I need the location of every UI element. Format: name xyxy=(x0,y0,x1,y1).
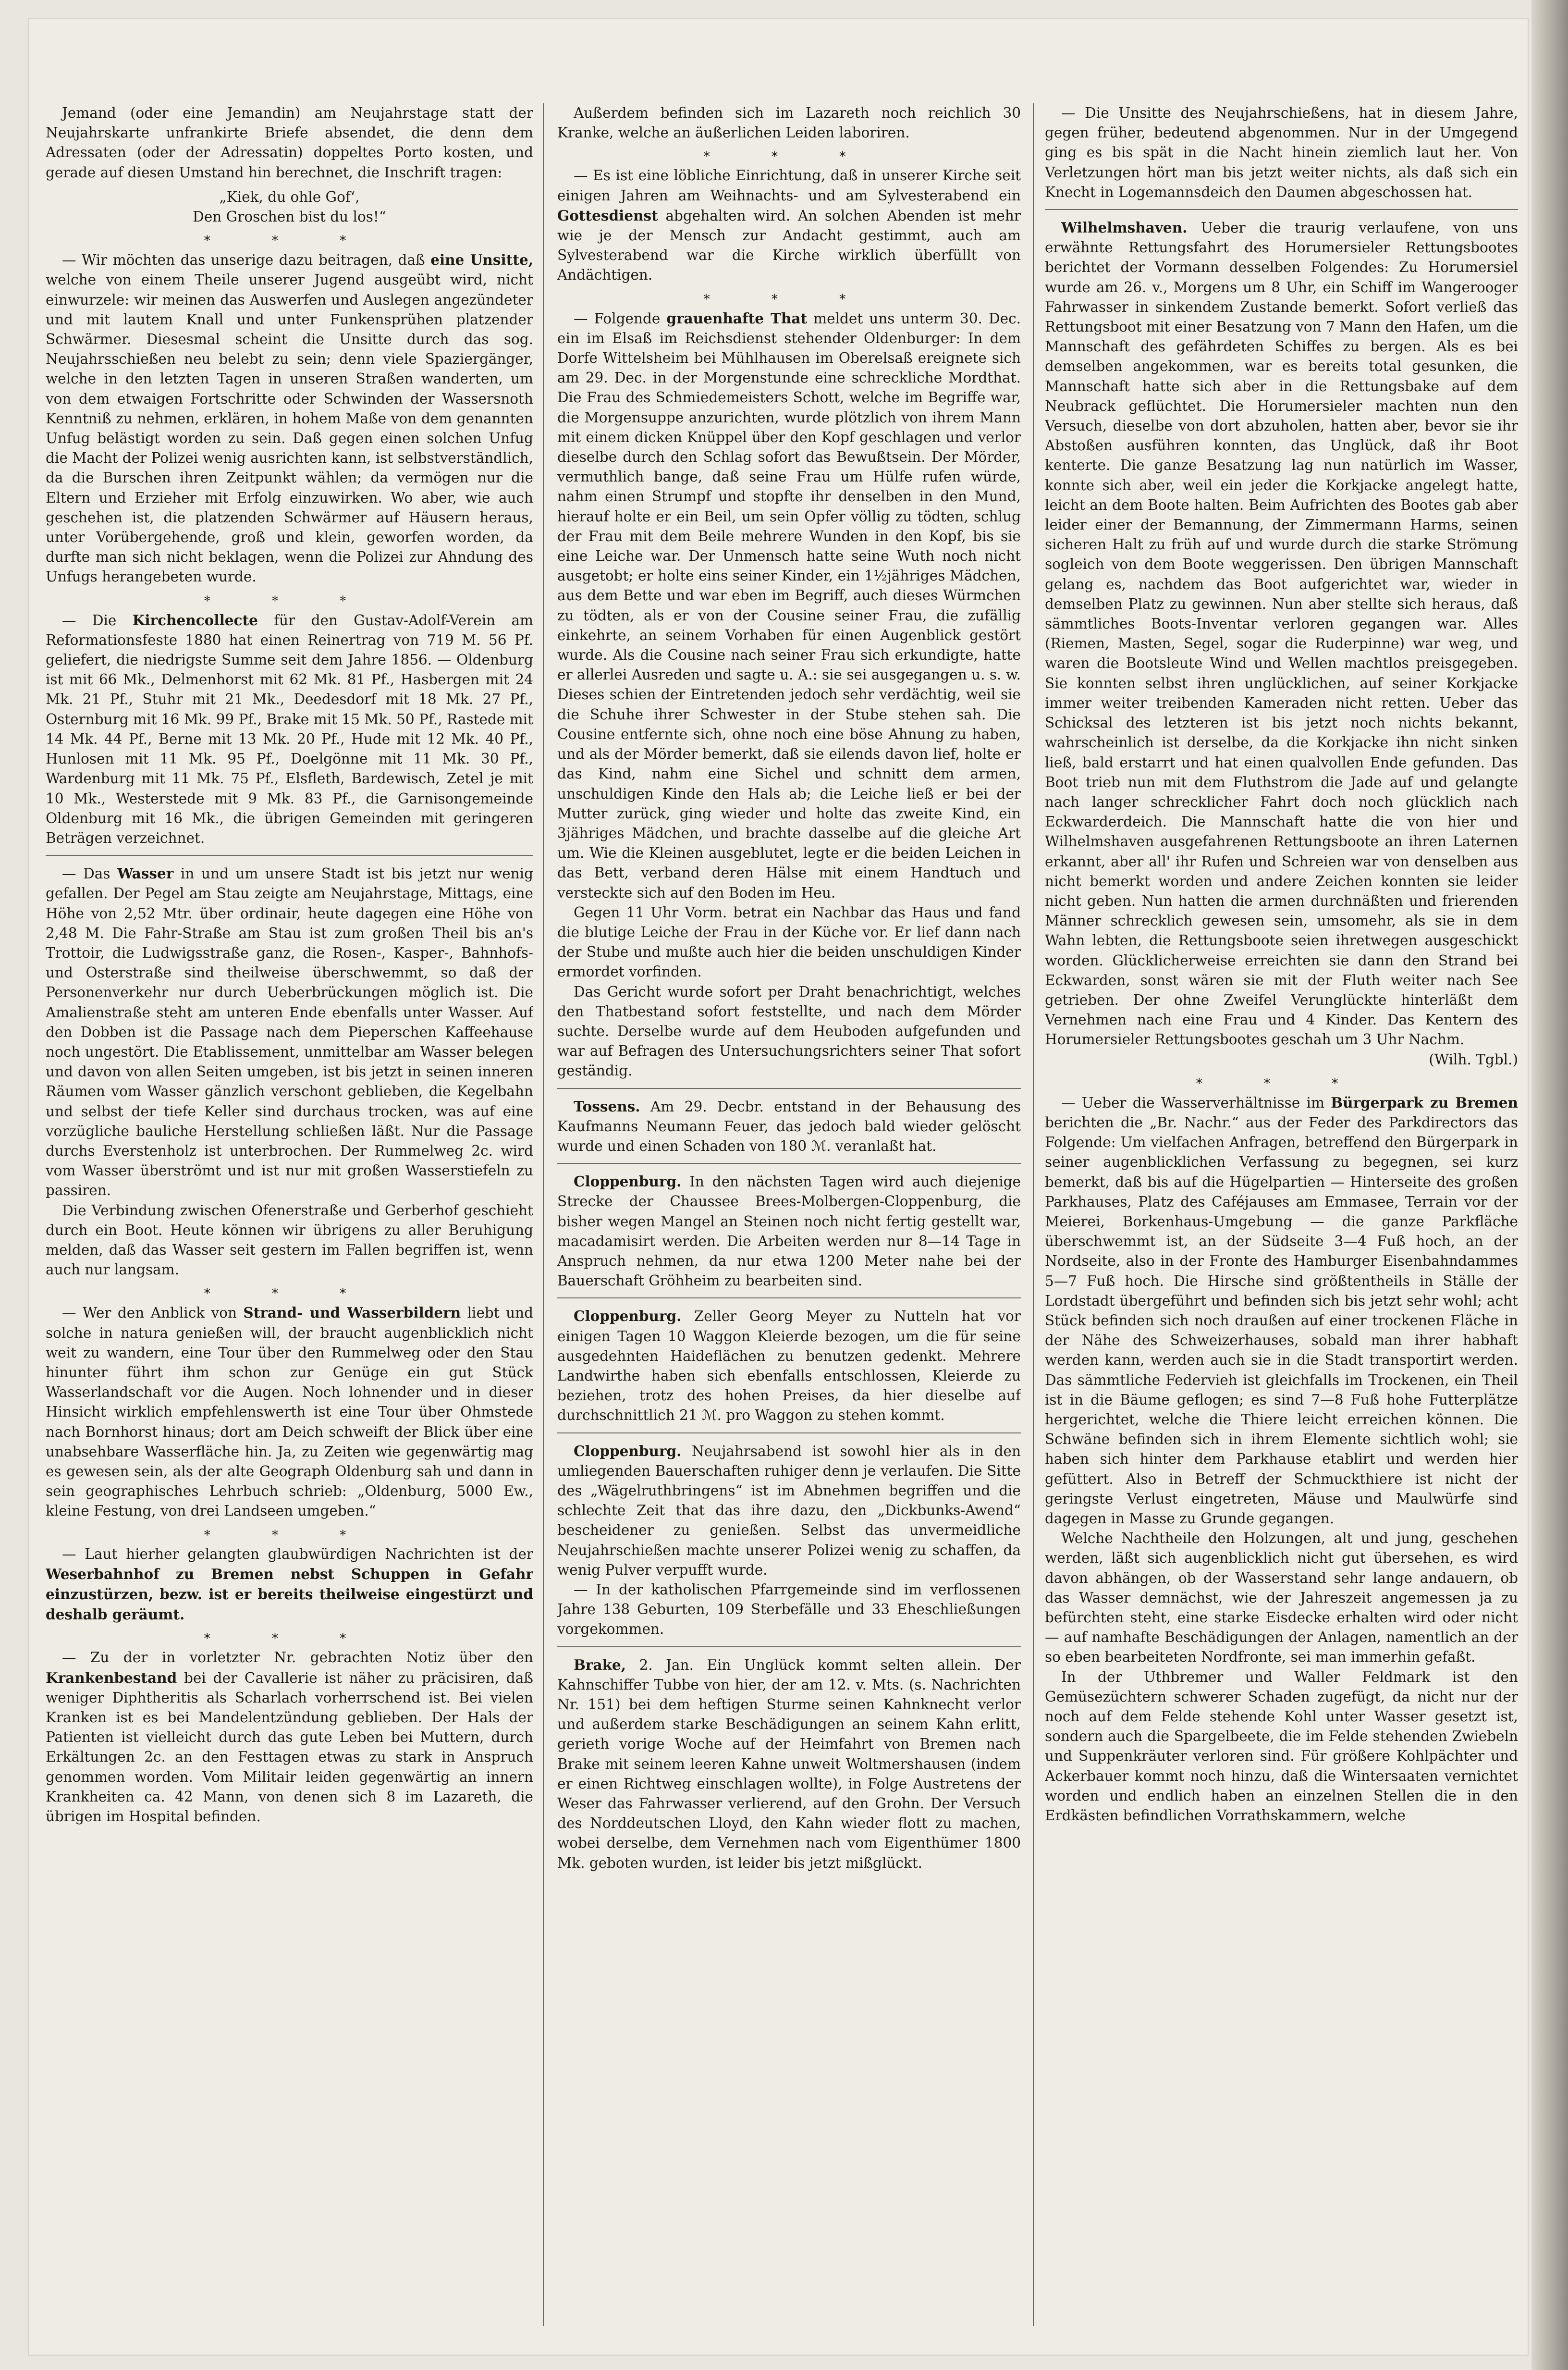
column-rule xyxy=(543,103,544,2326)
article-paragraph: Brake, 2. Jan. Ein Unglück kommt selten allein. Der Kahnschiffer Tubbe von hier, der am 12. v. Mts. (s. Nachrichten Nr. 151) bei dem heftigen Sturme seinen Kahnknecht verlor und außerdem starke Beschädigungen an seinem Kahn erlitt, gerieth vorige Woche auf der Heimfahrt von Bremen nach Brake mit seinem leeren Kahne unweit Woltmershausen (indem er einen Richtweg einschlagen wollte), in Folge Austretens der Weser das Fahrwasser verlierend, auf den Grohn. Der Versuch des Norddeutschen Lloyd, den Kahn wieder flott zu machen, wobei derselbe, dem Vernehmen nach vom Eigenthümer 1800 Mk. geboten wurden, ist leider bis jetzt mißglückt. xyxy=(557,1656,1021,1871)
newspaper-page xyxy=(29,19,1528,2355)
separator-stars: * * * xyxy=(204,1528,375,1543)
dateline: Tossens. xyxy=(574,1098,640,1115)
article-paragraph: — Die Unsitte des Neujahrschießens, hat in diesem Jahre, gegen früher, bedeutend abgenommen. Nur in der Umgegend ging es bis spät in die Nacht hinein ziemlich laut her. Von Verletzungen hört man bis jetzt weiter nichts, als daß sich ein Knecht in Logemannsdeich den Daumen abgeschossen hat. xyxy=(1045,105,1518,200)
article-paragraph: Gegen 11 Uhr Vorm. betrat ein Nachbar das Haus und fand die blutige Leiche der Frau in der Küche vor. Er lief dann nach der Stube und mußte auch hier die beiden unschuldigen Kinder ermordet vorfinden. xyxy=(557,904,1021,980)
article-keyword: Krankenbestand xyxy=(46,1669,177,1686)
article-paragraph: Die Verbindung zwischen Ofenerstraße und Gerberhof geschieht durch ein Boot. Heute können wir übrigens zu aller Beruhigung melden, daß das Wasser seit gestern im Fallen begriffen ist, wenn auch nur langsam. xyxy=(46,1202,533,1278)
article-keyword: Strand- und Wasserbildern xyxy=(243,1304,461,1321)
article-divider xyxy=(557,1088,1021,1089)
article-divider xyxy=(557,1297,1021,1298)
separator-stars: * * * xyxy=(204,1631,375,1646)
source-attribution: (Wilh. Tgbl.) xyxy=(1429,1051,1518,1068)
article-paragraph: — Laut hierher gelangten glaubwürdigen Nachrichten ist der Weserbahnhof zu Bremen nebst Schuppen in Gefahr einzustürzen, bezw. ist er bereits theilweise eingestürzt und deshalb geräumt. xyxy=(46,1545,533,1623)
article-divider xyxy=(557,1646,1021,1647)
article-paragraph: Cloppenburg. Neujahrsabend ist sowohl hier als in den umliegenden Bauerschaften ruhiger denn je verlaufen. Die Sitte des „Wägelruthbringens“ ist im Abnehmen begriffen und die schlechte Zeit that das ihre dazu, den „Dickbunks-Awend“ bescheidener zu genießen. Selbst das unvermeidliche Neujahrschießen machte unserer Polizei wenig zu schaffen, da wenig Pulver verpufft wurde. xyxy=(557,1442,1021,1578)
dateline: Cloppenburg. xyxy=(574,1442,682,1459)
article-divider xyxy=(46,855,533,856)
column-1 xyxy=(46,103,533,2326)
verse-line: „Kiek, du ohle Gof‘, xyxy=(219,188,360,205)
dateline: Brake, xyxy=(574,1656,626,1673)
article-paragraph: Tossens. Am 29. Decbr. entstand in der Behausung des Kaufmanns Neumann Feuer, das jedoch bald wieder gelöscht wurde und einen Schaden von 180 ℳ. veranlaßt hat. xyxy=(557,1098,1021,1154)
article-paragraph: Jemand (oder eine Jemandin) am Neujahrstage statt der Neujahrskarte unfrankirte Briefe absendet, die denn dem Adressaten (oder der Adressatin) doppeltes Porto kosten, und gerade auf diesen Umstand hin berechnet, die Inschrift tragen: xyxy=(46,105,533,181)
article-paragraph: Wilhelmshaven. Ueber die traurig verlaufene, von uns erwähnte Rettungsfahrt des Horumersieler Rettungsbootes berichtet der Vormann desselben Folgendes: Zu Horumersiel wurde am 26. v., Morgens um 8 Uhr, ein Schiff im Wangerooger Fahrwasser in sinkendem Zustande bemerkt. Sofort verließ das Rettungsboot mit einer Besatzung von 7 Mann den Hafen, um die Mannschaft des gefährdeten Schiffes zu bergen. Als es bei demselben angekommen, war es bereits total gesunken, die Mannschaft hatte sich aber in die Rettungsbake auf dem Neubrack geflüchtet. Die Horumersieler machten nun den Versuch, dieselbe von dort abzuholen, hatten aber, bevor sie ihr Abstoßen ausführen konnten, das Unglück, daß ihr Boot kenterte. Die ganze Besatzung lag nun natürlich im Wasser, konnte sich aber, weil ein jeder die Korkjacke angelegt hatte, leicht an dem Boote halten. Beim Aufrichten des Bootes gab aber leider einer der Bemannung, der Zimmermann Harms, seinen sicheren Halt zu früh auf und wurde durch die starke Strömung sogleich von dem Boote weggerissen. Den übrigen Mannschaft gelang es, nachdem das Boot aufgerichtet war, wieder in demselben Platz zu gewinnen. Nun aber stellte sich heraus, daß sämmtliches Boots-Inventar verloren gegangen war. Alles (Riemen, Masten, Segel, sogar die Ruderpinne) war weg, und waren die Bootsleute Wind und Wellen machtlos preisgegeben. Sie konnten selbst ihren unglücklichen, auf seiner Korkjacke immer weiter treibenden Kameraden nicht retten. Ueber das Schicksal des letzteren ist bis jetzt noch nichts bekannt, wahrscheinlich ist derselbe, da die Korkjacke ihn nicht sinken ließ, bald erstarrt und hat einen qualvollen Ende gefunden. Das Boot trieb nun mit dem Fluthstrom die Jade auf und gelangte nach langer schrecklicher Fahrt doch noch glücklich nach Eckwarderdeich. Die Mannschaft hatte die von hier und Wilhelmshaven ausgefahrenen Rettungsboote an ihren Laternen erkannt, aber all' ihr Rufen und Schreien war von denselben aus nicht bemerkt worden und andere Zeichen konnten sie leider nicht geben. Nun hatten die armen durchnäßten und frierenden Männer schrecklich gewesen sein, umsomehr, als sie in dem Wahn lebten, die Rettungsboote seien ihretwegen ausgeschickt worden. Glücklicherweise erreichten sie dann den Strand bei Eckwarden, sonst wären sie mit der Fluth weiter nach See getrieben. Der ohne Zweifel Verunglückte hinterläßt dem Vernehmen nach eine Frau und 4 Kinder. Das Kentern des Horumersieler Rettungsbootes geschah um 3 Uhr Nachm. xyxy=(1045,219,1518,1048)
article-paragraph: Cloppenburg. Zeller Georg Meyer zu Nutteln hat vor einigen Tagen 10 Waggon Kleierde bezogen, um die für seine ausgedehnten Haideflächen zu benutzen gedenkt. Mehrere Landwirthe haben sich ebenfalls entschlossen, Kleierde zu beziehen, trotz des hohen Preises, da hier dieselbe auf durchschnittlich 21 ℳ. pro Waggon zu stehen kommt. xyxy=(557,1308,1021,1424)
dateline: Cloppenburg. xyxy=(574,1308,682,1325)
separator-stars: * * * xyxy=(1196,1076,1367,1091)
page-edge-shadow xyxy=(1531,0,1568,2370)
article-keyword: Gottesdienst xyxy=(557,207,658,224)
article-keyword: Weserbahnhof xyxy=(46,1565,159,1582)
dateline: Cloppenburg. xyxy=(574,1173,682,1190)
separator-stars: * * * xyxy=(703,149,875,164)
separator-stars: * * * xyxy=(204,593,375,608)
article-paragraph: Welche Nachtheile den Holzungen, alt und jung, geschehen werden, läßt sich augenblicklich nicht gut übersehen, es wird davon abhängen, ob der Wasserstand sehr lange andauern, ob das Wasser demnächst, wie der Jahreszeit angemessen ja zu befürchten steht, eine starke Eisdecke erhalten wird oder nicht — auf namhafte Beschädigungen der Anlagen, namentlich an der so eben bearbeiteten Nordfronte, sei man immerhin gefaßt. xyxy=(1045,1530,1518,1666)
verse-line: Den Groschen bist du los!“ xyxy=(193,209,386,225)
separator-stars: * * * xyxy=(204,234,375,248)
article-keyword: Bürgerpark zu Bremen xyxy=(1331,1094,1518,1111)
article-paragraph: Das Gericht wurde sofort per Draht benachrichtigt, welches den Thatbestand sofort feststellte, und nach dem Mörder suchte. Derselbe wurde auf dem Heuboden aufgefunden und war auf Befragen des Untersuchungsrichters seiner That sofort geständig. xyxy=(557,983,1021,1079)
article-paragraph: — Es ist eine löbliche Einrichtung, daß in unserer Kirche seit einigen Jahren am Weihnachts- und am Sylvesterabend ein Gottesdienst abgehalten wird. An solchen Abenden ist mehr wie je der Mensch zur Andacht gestimmt, auch am Sylvesterabend war die Kirche wirklich überfüllt von Andächtigen. xyxy=(557,167,1021,284)
column-rule xyxy=(1033,103,1034,2326)
article-paragraph: — Die Kirchencollecte für den Gustav-Adolf-Verein am Reformationsfeste 1880 hat einen Reinertrag von 719 M. 56 Pf. geliefert, die niedrigste Summe seit dem Jahre 1856. — Oldenburg ist mit 66 Mk., Delmenhorst mit 62 Mk. 81 Pf., Hasbergen mit 24 Mk. 21 Pf., Stuhr mit 21 Mk., Deedesdorf mit 18 Mk. 27 Pf., Osternburg mit 16 Mk. 99 Pf., Brake mit 15 Mk. 50 Pf., Rastede mit 14 Mk. 44 Pf., Berne mit 13 Mk. 20 Pf., Hude mit 12 Mk. 40 Pf., Hunlosen mit 11 Mk. 95 Pf., Doelgönne mit 11 Mk. 30 Pf., Wardenburg mit 11 Mk. 75 Pf., Elsfleth, Bardewisch, Zetel je mit 10 Mk., Westerstede mit 9 Mk. 83 Pf., die Garnisongemeinde Oldenburg mit 16 Mk., die übrigen Gemeinden mit geringeren Beträgen verzeichnet. xyxy=(46,611,533,846)
article-paragraph: In der Uthbremer und Waller Feldmark ist den Gemüsezüchtern schwerer Schaden zugefügt, da nicht nur der noch auf dem Felde stehende Kohl unter Wasser gesetzt ist, sondern auch die Spargelbeete, die im Felde stehenden Zwiebeln und Suppenkräuter verloren sind. Für größere Kohlpächter und Ackerbauer kommt noch hinzu, daß die Wintersaaten vernichtet worden und endlich haben an einzelnen Stellen die in den Erdkästen befindlichen Vorrathskammern, welche xyxy=(1045,1668,1518,1824)
column-3 xyxy=(1045,103,1518,2326)
article-paragraph: — Das Wasser in und um unsere Stadt ist bis jetzt nur wenig gefallen. Der Pegel am Stau zeigte am Neujahrstage, Mittags, eine Höhe von 2,52 Mtr. über ordinair, heute dagegen eine Höhe von 2,48 M. Die Fahr-Straße am Stau ist zum großen Theil bis an's Trottoir, die Ludwigsstraße ganz, die Rosen-, Kasper-, Bahnhofs- und Osterstraße sind theilweise überschwemmt, so daß der Personenverkehr nur durch Ueberbrückungen möglich ist. Die Amalienstraße steht am unteren Ende ebenfalls unter Wasser. Auf den Dobben ist die Passage nach dem Pieperschen Kaffeehause noch ungestört. Die Etablissement, unmittelbar am Wasser belegen und davon von allen Seiten umgeben, ist bis jetzt in seinen inneren Räumen vom Wasser gänzlich verschont geblieben, die Kegelbahn und selbst der tiefe Keller sind durchaus trocken, was auf eine vorzügliche bauliche Herstellung schließen läßt. Nur die Passage durchs Everstenholz ist unterbrochen. Der Rummelweg 2c. wird vom Wasser überströmt und ist nur mit großen Wasserstiefeln zu passiren. xyxy=(46,865,533,1199)
article-paragraph: — In der katholischen Pfarrgemeinde sind im verflossenen Jahre 138 Geburten, 109 Sterbefälle und 33 Eheschließungen vorgekommen. xyxy=(557,1581,1021,1638)
dateline: Wilhelmshaven. xyxy=(1061,219,1188,236)
article-keyword: Wasser xyxy=(117,865,174,882)
article-keyword: Kirchencollecte xyxy=(132,611,258,629)
article-divider xyxy=(1045,209,1518,210)
article-divider xyxy=(557,1432,1021,1433)
column-2 xyxy=(557,103,1021,2326)
article-paragraph: Außerdem befinden sich im Lazareth noch reichlich 30 Kranke, welche an äußerlichen Leiden laboriren. xyxy=(557,105,1021,141)
article-paragraph: — Wer den Anblick von Strand- und Wasserbildern liebt und solche in natura genießen will, der braucht augenblicklich nicht weit zu wandern, eine Tour über den Rummelweg oder den Stau hinunter führt ihm schon zur Genüge ein gut Stück Wasserlandschaft vor die Augen. Noch lohnender und in dieser Hinsicht wirklich empfehlenswerth ist eine Tour über Ohmstede nach Bornhorst hinaus; dort am Deich schweift der Blick über eine unabsehbare Wasserfläche hin. Ja, zu Zeiten wie gegenwärtig mag es gewesen sein, als der alte Geograph Oldenburg sah und dann in sein geographisches Lehrbuch schrieb: „Oldenburg, 5000 Ew., kleine Festung, von drei Landseen umgeben.“ xyxy=(46,1304,533,1519)
article-paragraph: — Folgende grauenhafte That meldet uns unterm 30. Dec. ein im Elsaß im Reichsdienst stehender Oldenburger: In dem Dorfe Wittelsheim bei Mühlhausen im Oberelsaß ereignete sich am 29. Dec. in der Morgenstunde eine schreckliche Mordthat. Die Frau des Schmiedemeisters Schott, welche im Begriffe war, die Morgensuppe anzurichten, wurde plötzlich von ihrem Mann mit einem dicken Knüppel über den Kopf geschlagen und verlor dieselbe durch den Schlag sofort das Bewußtsein. Der Mörder, vermuthlich bange, daß seine Frau um Hülfe rufen würde, nahm einen Strumpf und stopfte ihr denselben in den Mund, hierauf holte er ein Beil, um sein Opfer völlig zu tödten, schlug der Frau mit dem Beile mehrere Wunden in den Kopf, bis sie eine Leiche war. Der Unmensch hatte seine Wuth noch nicht ausgetobt; er holte eins seiner Kinder, ein 1½jähriges Mädchen, aus dem Bette und war eben im Begriff, auch dieses Würmchen zu tödten, als er von der Cousine seiner Frau, die zufällig einkehrte, an seinem Vorhaben für einen Augenblick gestört wurde. Als die Cousine nach seiner Frau sich erkundigte, hatte er allerlei Ausreden und sagte u. A.: sie sei ausgegangen u. s. w. Dieses schien der Eintretenden jedoch sehr verdächtig, weil sie die Schuhe ihrer Schwester in der Stube stehen sah. Die Cousine entfernte sich, ohne noch eine böse Ahnung zu haben, und als der Mörder bemerkt, daß sie eilends davon lief, holte er das Kind, nahm eine Sichel und schnitt dem armen, unschuldigen Kinde den Hals ab; die Leiche ließ er bei der Mutter zurück, ging wieder und holte das zweite Kind, ein 3jähriges Mädchen, und brachte dasselbe auf die gleiche Art um. Wie die Kleinen ausgeblutet, legte er die beiden Leichen in das Bett, verband deren Hälse mit einem Handtuch und versteckte sich auf den Boden im Heu. xyxy=(557,309,1021,901)
article-paragraph: — Ueber die Wasserverhältnisse im Bürgerpark zu Bremen berichten die „Br. Nachr.“ aus der Feder des Parkdirectors das Folgende: Um vielfachen Anfragen, betreffend den Bürgerpark in seiner augenblicklichen Verfassung zu begegnen, sei kurz bemerkt, daß bis auf die Hügelpartien — Hinterseite des großen Parkhauses, Platz des Caféjauses am Emmasee, Terrain vor der Meierei, Borkenhaus-Umgebung — die ganze Parkfläche überschwemmt ist, an der Südseite 3—4 Fuß hoch, an der Nordseite, also in der Fronte des Hamburger Eisenbahndammes 5—7 Fuß hoch. Die Hirsche sind größtentheils in Ställe der Lordstadt übergeführt und befinden sich bis jetzt sehr wohl; acht Stück befinden sich noch draußen auf einer trockenen Fläche in der Nähe des Schweizerhauses, sobald man ihrer habhaft werden kann, werden auch sie in die Stadt transportirt werden. Das sämmtliche Federvieh ist gleichfalls im Trockenen, ein Theil ist in die Bäume geflogen; es sind 7—8 Fuß hohe Futterplätze hergerichtet, welche die Thiere leicht erreichen können. Die Schwäne befinden sich in ihrem Elemente sichtlich wohl; sie haben sich hinter dem Parkhause etablirt und werden hier gefüttert. Also in Betreff der Schmuckthiere ist nicht der geringste Verlust eingetreten, Mäuse und Maulwürfe sind dagegen in Masse zu Grunde gegangen. xyxy=(1045,1094,1518,1527)
article-paragraph: — Zu der in vorletzter Nr. gebrachten Notiz über den Krankenbestand bei der Cavallerie ist näher zu präcisiren, daß weniger Diphtheritis als Scharlach vorherrschend ist. Bei vielen Kranken ist es bei Mandelentzündung geblieben. Der Hals der Patienten ist vielleicht durch das gute Leben bei Muttern, durch Erkältungen 2c. an den Festtagen etwas zu stark in Anspruch genommen worden. Vom Militair leiden gegenwärtig an innern Krankheiten ca. 42 Mann, von denen sich 8 im Lazareth, die übrigen im Hospital befinden. xyxy=(46,1649,533,1825)
article-keyword: eine Unsitte, xyxy=(430,251,533,269)
article-divider xyxy=(557,1163,1021,1164)
separator-stars: * * * xyxy=(703,292,875,307)
article-keyword: grauenhafte That xyxy=(666,309,808,327)
article-paragraph: — Wir möchten das unserige dazu beitragen, daß eine Unsitte, welche von einem Theile unserer Jugend ausgeübt wird, nicht einwurzele: wir meinen das Auswerfen und Auslegen angezündeter und mit lautem Knall und unter Funkensprühen platzender Schwärmer. Diesesmal scheint die Unsitte durch das sog. Neujahrsschießen neu belebt zu sein; denn viele Spaziergänger, welche in den letzten Tagen in unseren Straßen wanderten, um von dem etwaigen Fortschritte oder Schwinden der Wassersnoth Kenntniß zu nehmen, erklären, in hohem Maße von dem genannten Unfug belästigt worden zu sein. Daß gegen einen solchen Unfug die Macht der Polizei wenig ausrichten kann, ist selbstverständlich, da die Burschen ihren Zeitpunkt wählen; da vermögen nur die Eltern und Erzieher mit Erfolg einzuwirken. Wo aber, wie auch geschehen ist, die platzenden Schwärmer auf Häusern heraus, unter Vorübergehende, groß und klein, geworfen worden, da durfte man sich nicht beklagen, wenn die Polizei zur Ahndung des Unfugs herangebeten wurde. xyxy=(46,251,533,585)
separator-stars: * * * xyxy=(204,1286,375,1301)
article-paragraph: Cloppenburg. In den nächsten Tagen wird auch diejenige Strecke der Chaussee Brees-Molbergen-Cloppenburg, die bisher wegen Mangel an Steinen noch nicht fertig gestellt war, macadamisirt werden. Die Arbeiten werden nur 8—14 Tage in Anspruch nehmen, da nur etwa 1200 Meter nahe bei der Bauerschaft Gröhheim zu bearbeiten sind. xyxy=(557,1173,1021,1289)
